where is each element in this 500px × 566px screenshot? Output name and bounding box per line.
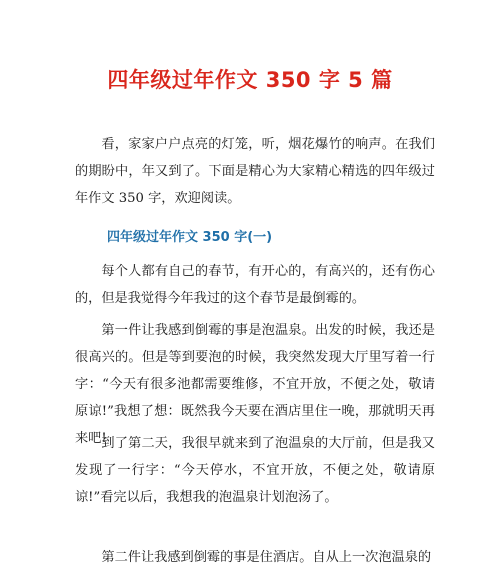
section-heading: 四年级过年作文 350 字(一): [107, 230, 273, 245]
body-paragraph-3: 到了第二天，我很早就来到了泡温泉的大厅前，但是我又发现了一行字：“今天停水，不宜开放，不便之处，敬请原谅!”看完以后，我想我的泡温泉计划泡汤了。: [75, 436, 435, 505]
intro-paragraph: 看，家家户户点亮的灯笼，听，烟花爆竹的响声。在我们的期盼中，年又到了。下面是精心为大家精心精选的四年级过年作文 350 字，欢迎阅读。: [75, 137, 435, 206]
document-title: 四年级过年作文 350 字 5 篇: [107, 68, 393, 92]
body-paragraph-4: 第二件让我感到倒霉的事是住酒店。自从上一次泡温泉的: [101, 550, 432, 565]
body-paragraph-2: 第一件让我感到倒霉的事是泡温泉。出发的时候，我还是很高兴的。但是等到要泡的时候，我突然发现大厅里写着一行字：“今天有很多池都需要维修，不宜开放，不便之处，敬请原谅!”我想了想：既然我今天要在酒店里住一晚，那就明天再来吧!: [75, 323, 435, 446]
body-paragraph-1: 每个人都有自己的春节，有开心的，有高兴的，还有伤心的，但是我觉得今年我过的这个春节是最倒霉的。: [75, 264, 435, 306]
